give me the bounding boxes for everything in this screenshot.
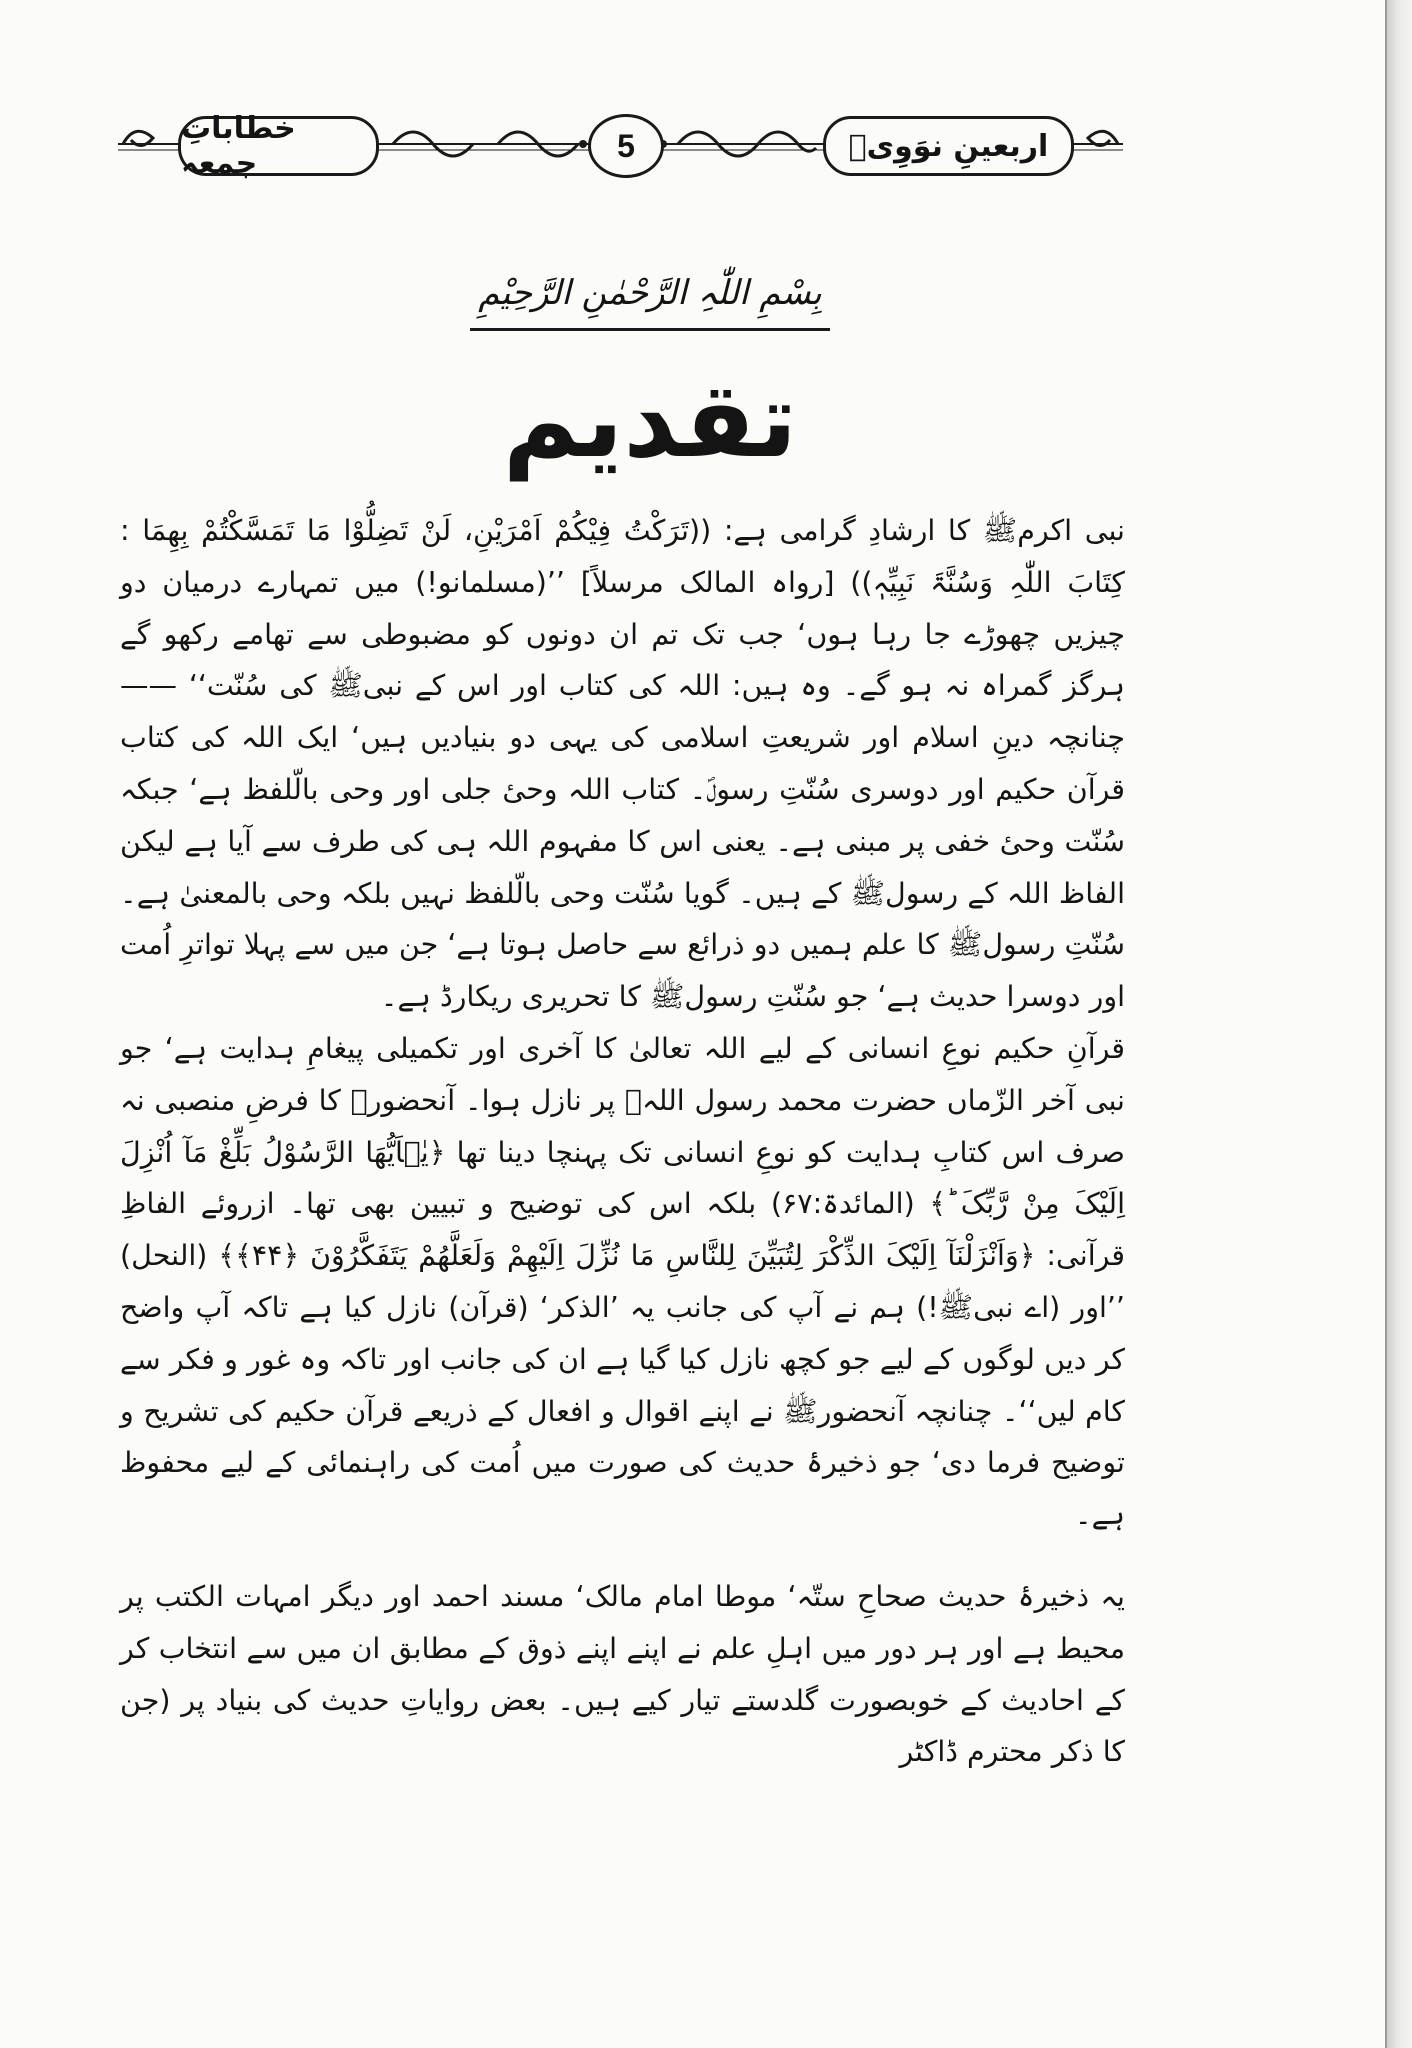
chapter-title: تقدیم <box>502 359 798 481</box>
paragraph: قرآنِ حکیم نوعِ انسانی کے لیے اللہ تعالیٰ کا آخری اور تکمیلی پیغامِ ہدایت ہے‘ جو نبی آخر الزّماں حضرت محمد رسول اللہﷺ پر نازل ہوا۔ آنحضورﷺ کا فرضِ منصبی نہ صرف اس کتابِ ہدایت کو نوعِ انسانی تک پہنچا دینا تھا ﴿یٰۤاَیُّھَا الرَّسُوْلُ بَلِّغْ مَآ اُنْزِلَ اِلَیْکَ مِنْ رَّبِّکَ ؕ﴾ (المائدۃ:۶۷) بلکہ اس کی توضیح و تبیین بھی تھا۔ ازروئے الفاظِ قرآنی: ﴿وَاَنْزَلْنَآ اِلَیْکَ الذِّکْرَ لِتُبَیِّنَ لِلنَّاسِ مَا نُزِّلَ اِلَیْھِمْ وَلَعَلَّھُمْ یَتَفَکَّرُوْنَ ﴿۴۴﴾﴾ (النحل) ’’اور (اے نبیﷺ!) ہم نے آپ کی جانب یہ ’الذکر‘ (قرآن) نازل کیا ہے تاکہ آپ واضح کر دیں لوگوں کے لیے جو کچھ نازل کیا گیا ہے ان کی جانب اور تاکہ وہ غور و فکر سے کام لیں‘‘۔ چنانچہ آنحضورﷺ نے اپنے اقوال و افعال کے ذریعے قرآن حکیم کی تشریح و توضیح فرما دی‘ جو ذخیرۂ حدیث کی صورت میں اُمت کی راہنمائی کے لیے محفوظ ہے۔ <box>120 1031 1126 1532</box>
book-title: اربعینِ نوَوِیؒ <box>823 116 1074 176</box>
page-number: 5 <box>588 114 664 178</box>
paragraph: یہ ذخیرۂ حدیث صحاحِ ستّہ‘ موطا امام مالک‘ مسند احمد اور دیگر امہات الکتب پر محیط ہے اور ہر دور میں اہلِ علم نے اپنے اپنے ذوق کے مطابق ان میں سے انتخاب کر کے احادیث کے خوبصورت گلدستے تیار کیے ہیں۔ بعض روایاتِ حدیث کی بنیاد پر (جن کا ذکر محترم ڈاکٹر <box>120 1579 1125 1769</box>
book-spine-edge <box>1385 0 1412 2048</box>
paragraph: نبی اکرمﷺ کا ارشادِ گرامی ہے: ((تَرَکْتُ فِیْکُمْ اَمْرَیْنِ، لَنْ تَضِلُّوْا مَا تَمَسَّکْتُمْ بِھِمَا : کِتَابَ اللّٰہِ وَسُنَّۃَ نَبِیِّہٖ)) [رواہ المالک مرسلاً] ’’(مسلمانو!) میں تمہارے درمیان دو چیزیں چھوڑے جا رہا ہوں‘ جب تک تم ان دونوں کو مضبوطی سے تھامے رکھو گے ہرگز گمراہ نہ ہو گے۔ وہ ہیں: اللہ کی کتاب اور اس کے نبیﷺ کی سُنّت‘‘ —— چنانچہ دینِ اسلام اور شریعتِ اسلامی کی یہی دو بنیادیں ہیں‘ ایک اللہ کی کتاب قرآن حکیم اور دوسری سُنّتِ رسولؐ۔ کتاب اللہ وحیٔ جلی اور وحی بالّلفظ ہے‘ جبکہ سُنّت وحیٔ خفی پر مبنی ہے۔ یعنی اس کا مفہوم اللہ ہی کی طرف سے آیا ہے لیکن الفاظ اللہ کے رسولﷺ کے ہیں۔ گویا سُنّت وحی بالّلفظ نہیں بلکہ وحی بالمعنیٰ ہے۔ سُنّتِ رسولﷺ کا علم ہمیں دو ذرائع سے حاصل ہوتا ہے‘ جن میں سے پہلا تواترِ اُمت اور دوسرا حدیث ہے‘ جو سُنّتِ رسولﷺ کا تحریری ریکارڈ ہے۔ <box>120 514 1125 1014</box>
series-title: خطاباتِ جمعہ <box>178 116 379 176</box>
basmala-calligraphy: بِسْمِ اللّٰہِ الرَّحْمٰنِ الرَّحِیْمِ <box>470 272 830 331</box>
body-text <box>120 505 1125 1778</box>
page-header <box>118 108 1123 180</box>
